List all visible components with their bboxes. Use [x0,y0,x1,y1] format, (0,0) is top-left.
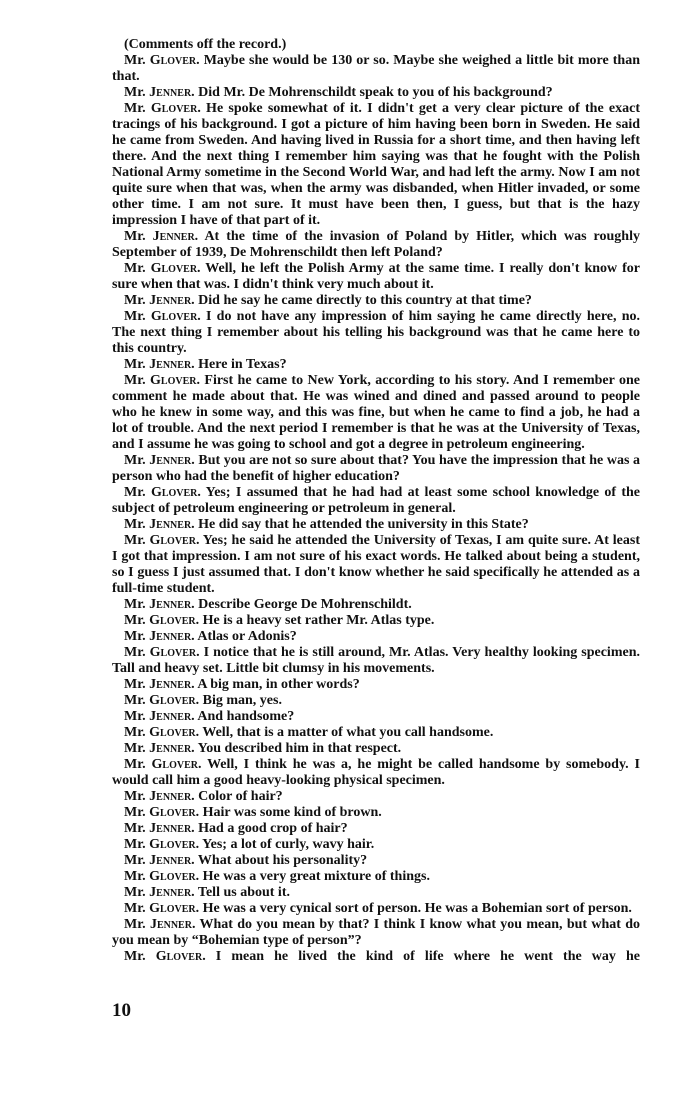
transcript-paragraph [112,453,640,485]
speaker-title: Mr. [124,901,150,916]
speaker-name: Jenner. [149,85,195,100]
transcript-paragraph [112,885,640,901]
speaker-name: Glover. [149,533,200,548]
speaker-title: Mr. [124,853,150,868]
speaker-title: Mr. [124,789,150,804]
speaker-name: Glover. [149,837,200,852]
speaker-title: Mr. [124,677,150,692]
speaker-name: Jenner. [149,629,195,644]
page-number: 10 [112,1000,131,1021]
speaker-title: Mr. [124,709,150,724]
speaker-name: Jenner. [149,741,195,756]
transcript-paragraph [112,901,640,917]
transcript-paragraph [112,917,640,949]
speaker-name: Jenner. [149,357,195,372]
speaker-name: Glover. [149,901,200,916]
transcript-paragraph [112,597,640,613]
speech-text: Well, I think he was a, he might be called handsome by somebody. I would call him a good heavy-looking physical specimen. [112,757,640,788]
transcript-paragraph [112,645,640,677]
speaker-title: Mr. [124,533,150,548]
speaker-title: Mr. [124,917,150,932]
speaker-name: Glover. [150,309,201,324]
speaker-title: Mr. [124,741,150,756]
transcript-paragraph [112,709,640,725]
speaker-name: Glover. [150,101,201,116]
transcript-paragraph [112,677,640,693]
transcript-paragraph [112,517,640,533]
transcript-paragraph [112,613,640,629]
transcript-paragraph [112,629,640,645]
speech-text: Yes; a lot of curly, wavy hair. [199,837,375,852]
speaker-title: Mr. [124,837,150,852]
transcript-paragraph [112,837,640,853]
speech-text: What do you mean by that? I think I know what you mean, but what do you mean by “Bohemian type of person”? [112,917,640,948]
speech-text: Big man, yes. [199,693,282,708]
speech-text: Atlas or Adonis? [194,629,297,644]
speaker-title: Mr. [124,885,150,900]
speaker-name: Jenner. [149,517,195,532]
speaker-title: Mr. [124,309,151,324]
speech-text: He was a very great mixture of things. [199,869,430,884]
speaker-title: Mr. [124,485,151,500]
speech-text: Well, that is a matter of what you call handsome. [199,725,494,740]
speaker-title: Mr. [124,805,150,820]
speech-text: He was a very cynical sort of person. He was a Bohemian sort of person. [199,901,632,916]
speech-text: Hair was some kind of brown. [199,805,382,820]
speech-text: He did say that he attended the university in this State? [194,517,529,532]
transcript-paragraph [112,373,640,453]
speaker-name: Jenner. [149,597,195,612]
speaker-name: Jenner. [149,709,195,724]
speaker-title: Mr. [124,453,150,468]
speaker-name: Glover. [151,757,202,772]
speech-text: Tell us about it. [194,885,290,900]
transcript-paragraph [112,533,640,597]
speech-text: Had a good crop of hair? [194,821,348,836]
speaker-name: Glover. [149,805,200,820]
speaker-name: Glover. [149,693,200,708]
speaker-name: Glover. [149,613,200,628]
speech-text: (Comments off the record.) [124,37,287,52]
speaker-title: Mr. [124,261,151,276]
speech-text: And handsome? [194,709,295,724]
transcript-paragraph [112,693,640,709]
transcript-paragraph [112,261,640,293]
speech-text: But you are not so sure about that? You have the impression that he was a person who had the benefit of higher education? [112,453,640,484]
speaker-title: Mr. [124,869,150,884]
transcript-paragraph [112,357,640,373]
speaker-title: Mr. [124,229,153,244]
transcript-paragraph [112,869,640,885]
transcript-paragraph [112,853,640,869]
speech-text: Here in Texas? [194,357,287,372]
speaker-name: Glover. [150,373,200,388]
transcript-paragraph [112,741,640,757]
speech-text: He spoke somewhat of it. I didn't get a very clear picture of the exact tracings of his background. I got a picture of him having been born in Sweden. He said he came from Sweden. And having lived in Russia for a short time, and then having left there. And the next thing I remember him saying was that he fought with the Polish National Army sometime in the Second World War, and had left the army. Now I am not quite sure when that was, when the army was disbanded, when Hitler invaded, or some other time. I am not sure. It must have been then, I guess, but that is the hazy impression I have of that part of it. [112,101,640,228]
speech-text: Did Mr. De Mohrenschildt speak to you of his background? [194,85,553,100]
speech-text: I mean he lived the kind of life where he went the way he [205,949,640,964]
transcript-paragraph [112,229,640,261]
speaker-title: Mr. [124,53,150,68]
speech-text: I do not have any impression of him saying he came directly here, no. The next thing I remember about his telling his background was that he came here to this country. [112,309,640,356]
speaker-name: Jenner. [149,677,195,692]
speech-text: You described him in that respect. [194,741,402,756]
speaker-title: Mr. [124,629,150,644]
speech-text: I notice that he is still around, Mr. Atlas. Very healthy looking specimen. Tall and heavy set. Little bit clumsy in his movements. [112,645,640,676]
transcript-paragraph [112,37,640,53]
transcript-paragraph [112,53,640,85]
speaker-title: Mr. [124,357,150,372]
speaker-title: Mr. [124,85,150,100]
transcript-body [112,37,640,965]
speech-text: Describe George De Mohrenschildt. [194,597,412,612]
speaker-name: Glover. [150,261,201,276]
transcript-paragraph [112,485,640,517]
speech-text: He is a heavy set rather Mr. Atlas type. [199,613,435,628]
speaker-title: Mr. [124,373,151,388]
speech-text: Well, he left the Polish Army at the same time. I really don't know for sure when that was. I didn't think very much about it. [112,261,640,292]
speaker-name: Glover. [149,645,200,660]
speaker-title: Mr. [124,101,151,116]
speech-text: What about his personality? [194,853,368,868]
speech-text: Maybe she would be 130 or so. Maybe she weighed a little bit more than that. [112,53,640,84]
speech-text: Yes; I assumed that he had had at least some school knowledge of the subject of petroleum engineering or petroleum in general. [112,485,640,516]
speaker-title: Mr. [124,293,150,308]
speaker-title: Mr. [124,725,150,740]
speaker-title: Mr. [124,949,156,964]
speaker-name: Glover. [149,53,200,68]
speaker-name: Glover. [150,485,201,500]
speaker-name: Jenner. [149,821,195,836]
speech-text: A big man, in other words? [194,677,360,692]
speaker-title: Mr. [124,757,152,772]
transcript-paragraph [112,805,640,821]
speech-text: Did he say he came directly to this country at that time? [194,293,532,308]
transcript-paragraph [112,821,640,837]
speech-text: Yes; he said he attended the University of Texas, I am quite sure. At least I got that impression. I am not sure of his exact words. He talked about being a student, so I guess I just assumed that. I don't know whether he said specifically he attended as a full-time student. [112,533,640,596]
transcript-paragraph [112,101,640,229]
transcript-paragraph [112,309,640,357]
speaker-title: Mr. [124,613,150,628]
speech-text: First he came to New York, according to his story. And I remember one comment he made about that. He was wined and dined and passed around to people who he knew in some way, and this was fine, but when he came to find a job, he had a lot of trouble. And the next period I remember is that he was at the University of Texas, and I assume he was going to school and got a degree in petroleum engineering. [112,373,640,452]
speaker-title: Mr. [124,821,150,836]
transcript-paragraph [112,757,640,789]
speaker-title: Mr. [124,645,150,660]
speaker-name: Glover. [149,869,200,884]
speaker-name: Jenner. [149,453,195,468]
transcript-paragraph [112,725,640,741]
speech-text: Color of hair? [194,789,283,804]
speaker-title: Mr. [124,517,150,532]
transcript-paragraph [112,85,640,101]
speaker-name: Jenner. [149,917,196,932]
speaker-name: Glover. [155,949,206,964]
speaker-title: Mr. [124,597,150,612]
speaker-name: Jenner. [149,293,195,308]
speech-text: At the time of the invasion of Poland by Hitler, which was roughly September of 1939, De Mohrenschildt then left Poland? [112,229,640,260]
speaker-name: Glover. [149,725,200,740]
speaker-name: Jenner. [149,853,195,868]
transcript-paragraph [112,949,640,965]
speaker-title: Mr. [124,693,150,708]
speaker-name: Jenner. [152,229,199,244]
transcript-paragraph [112,789,640,805]
speaker-name: Jenner. [149,885,195,900]
transcript-paragraph [112,293,640,309]
speaker-name: Jenner. [149,789,195,804]
